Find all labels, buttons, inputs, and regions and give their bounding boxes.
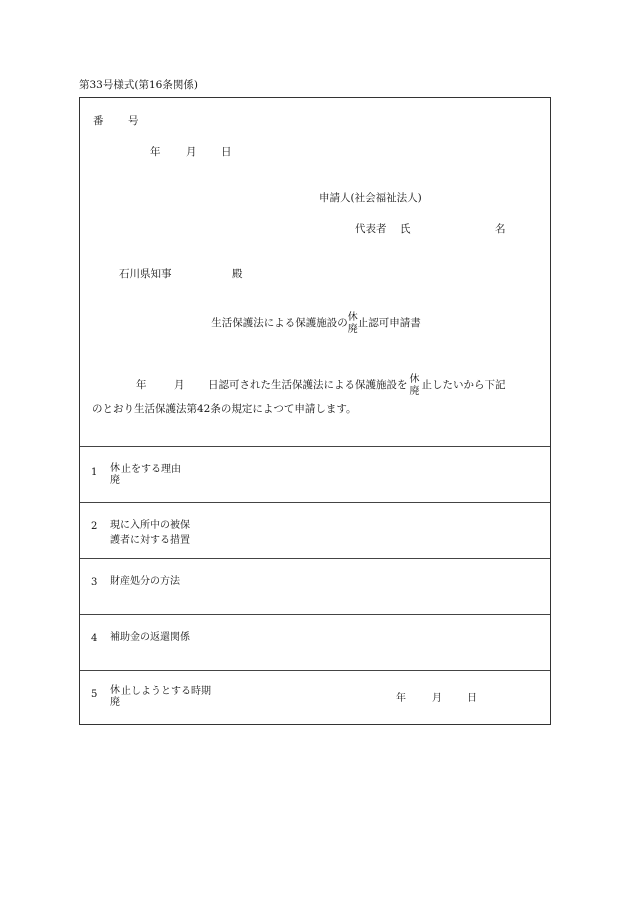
body-choice-top: 休 (409, 374, 420, 385)
item-5-text: 止しようとする時期 (121, 686, 211, 697)
number-label-char2: 号 (128, 115, 139, 127)
item-1-choice (110, 463, 120, 486)
representative-label: 代表者 (355, 223, 387, 235)
body-year-label: 年 (136, 379, 147, 391)
item-5-day-label: 日 (467, 693, 477, 704)
item-1-text: 止をする理由 (121, 464, 181, 475)
divider-1 (80, 446, 550, 447)
item-3-text: 財産処分の方法 (110, 576, 180, 587)
title-text-before: 生活保護法による保護施設の (211, 317, 348, 330)
item-4-text: 補助金の返還関係 (110, 632, 190, 643)
date-day-label: 日 (221, 146, 232, 158)
title-choice-bottom: 廃 (347, 323, 358, 335)
item-2-number: 2 (91, 521, 98, 532)
title-choice (348, 312, 358, 335)
body-line-1 (208, 374, 506, 397)
item-5-choice (110, 685, 120, 708)
body-month-label: 月 (174, 379, 185, 391)
form-number-label: 第33号様式(第16条関係) (79, 79, 198, 91)
date-month-label: 月 (186, 146, 197, 158)
number-label-char1: 番 (93, 115, 104, 127)
honorific-label: 殿 (232, 268, 243, 280)
application-form (79, 97, 551, 725)
body-choice-bottom: 廃 (409, 385, 420, 397)
item-3-number: 3 (91, 577, 98, 588)
title-text-after: 止認可申請書 (357, 317, 421, 330)
item-1-number: 1 (91, 467, 98, 478)
item-1-choice-bottom: 廃 (110, 474, 120, 486)
item-1-choice-top: 休 (110, 463, 120, 474)
body-line1-end: 止したいから下記 (421, 379, 506, 392)
date-year-label: 年 (150, 146, 161, 158)
item-2-text-line1: 現に入所中の被保 (110, 520, 190, 531)
item-2-label (110, 518, 190, 548)
item-5-month-label: 月 (432, 693, 442, 704)
divider-3 (80, 558, 550, 559)
divider-4 (80, 614, 550, 615)
item-5-number: 5 (91, 689, 98, 700)
name-label-last: 名 (495, 223, 506, 235)
item-5-choice-bottom: 廃 (110, 696, 120, 708)
body-line-2: のとおり生活保護法第42条の規定によつて申請します。 (92, 403, 357, 415)
item-5-year-label: 年 (396, 693, 406, 704)
document-title (80, 312, 552, 335)
item-4-number: 4 (91, 633, 98, 644)
divider-5 (80, 670, 550, 671)
body-line1-text: 日認可された生活保護法による保護施設を (208, 379, 408, 392)
title-choice-top: 休 (347, 312, 358, 323)
item-5-label (110, 683, 211, 708)
governor-label: 石川県知事 (119, 268, 172, 280)
item-1-label (110, 461, 181, 486)
applicant-label: 申請人(社会福祉法人) (319, 192, 422, 204)
name-label-first: 氏 (400, 223, 411, 235)
divider-2 (80, 502, 550, 503)
item-5-choice-top: 休 (110, 685, 120, 696)
item-2-text-line2: 護者に対する措置 (110, 535, 190, 546)
body-choice (410, 374, 420, 397)
